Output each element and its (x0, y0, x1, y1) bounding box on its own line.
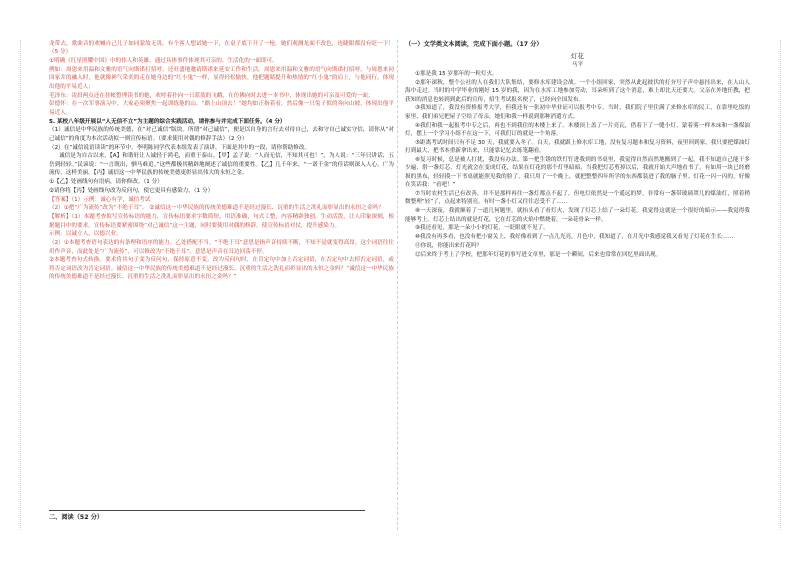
section-divider (49, 510, 365, 511)
question-text: ②请你将【丙】处画线句改为反问句，使它更具有感染力。（1 分） (49, 187, 214, 194)
section-title: 二、阅读（52 分） (49, 514, 104, 521)
question-passage: 诚信是为自古以来，【A】和谐轩让人诚轻于鸿毛，而重于泰山。【甲】孟子说：“人而无信，不知其可也！”，为人说：“三年只讲话，五岳到轻轻。”民谚说：“一言既出，驷马难追。”这些都极其精辟地阐述了诚信的重要性。【乙】几千年来，“一诺千金”的佳话则深入人心。广为流传，这样美丽。【丙】诚信这一中华民族的传统美德更彰显出伟大的永恒之金。 (49, 153, 394, 177)
binding-margin-left (14, 40, 21, 530)
reading-heading: （一）文学类文本阅读，完成下面小题。（17 分） (405, 41, 543, 48)
analysis-text: 示例：以诚立人，以德兴业。 (49, 231, 122, 238)
passage-author: 马平 (571, 62, 584, 69)
analysis-text: 【解析】（1）本题考查拟写宣传标语的能力，宣传标语要求字数简短，用语准确，句式工整，内容精辟独创，生动活泼，让人印象深刻，根据题目中的要求，宣传标语要紧密围绕“对己诚信”这一主题，同时要使用对偶的修辞，使宣传标语对仗，提升感染力。 (49, 214, 394, 229)
answer-label: 【答案】（1）示例：诚心有学，诚信考试 (49, 196, 151, 203)
question-text: ①【乙】处画线句有语病，请你修改。（1 分） (49, 179, 163, 186)
answer-text: ①明确《红星照耀中国》中的伟人和英雄，通过具体事件体现其可亲的、生活化的一面即可。 (49, 58, 278, 65)
passage-paragraph: ②那年深秋，整个公社的人在我们大队集结，要修水库建设会战。一个小组回家，突然从此起彼伏的打夯号子声中悬挂出来，在人山人海中走过。当时的中学毕业的刚好 15 岁的我，因为在水库工地参加劳动，耳朵听到了这个消息，难上却比天还要大。父亲在外地任教，把获知的消息也转到到此后的宣传，招生考试报名便了，已经向全国发布。 (405, 79, 750, 103)
question-text: （1）诚信是中华民族的传统美德，在“对己诚信”版块。所谓“对己诚信”，便是以自身的言行去对待自己，去和守自己诚实守信，请你从“对己诚信”的角度为本次活动拟一则宣传标语。（要求使用对偶的修辞手法）（2 分） (49, 127, 394, 142)
answer-text: 毛泽东：凌晨两点还在挂帐整理读书的她，欢呼着扑向一只蓝蓝的飞蛾，在仿佛向时去进一本书中，体现出她的可亲及可爱的一面； (49, 92, 374, 99)
question-text: （2）在“诚信说语读读”的环节中，李明陈同学代表本组发表了演讲，下面是其中的一段，请你帮助修改。 (49, 144, 311, 151)
analysis-text: ②本题考查句式转换。要求将其句子变为反问句，保持原意不变。改为反问句时，在肯定句中加上否定词语，在否定句中去掉否定词语，或将否定词语改为肯定词语。诚信这一中华民族的传统美德难道不是经过漫长、沉重的生活之洗礼而彰显出的永恒之金吗？“诚信这一中华民族的传统美德难道不是经过漫长、沉重的生活之洗礼而彰显出的永恒之金吗？” (49, 257, 394, 281)
passage-title: 灯花 (571, 52, 584, 61)
answer-text: （2）①把“广为流传”改为“不绝于耳”。 ②诚信这一中华民族的传统美德难道不是经过漫长、沉重的生活之洗礼而彰显出的永恒之金吗？ (49, 205, 384, 212)
analysis-text: （2）①本题考查语句表达的有条理和语序的能力。乙处搭配不当。“不绝于耳”意思是指声音持续不断，不知不觉就变得高昂。这个词语往往用作声音，而此处是“广为流传”，可以修改为“不绝于耳”，意思是声音在耳边回荡不停。 (49, 240, 394, 255)
right-column (405, 40, 750, 260)
passage-paragraph: ⑦当时农村生活已有改善，并不是那样再往一盏灯都点不起了，但电灯依然是一个遥远的梦。非常有一盏带玻璃罩儿的煤油灯，照着稍微整理“轻”了，点起来特别亮。有时一盏小灯又往往忍受不了…… (405, 191, 750, 206)
passage-paragraph: ⑩我没有再多看，也没有把小窗关上，我好像看到了一点儿光亮，月色中，我知道了，在月光中我感觉我又看见了灯花在生长…… (415, 234, 734, 241)
passage-paragraph: ①那是我 15 岁那年的一粒灯火。 (415, 71, 498, 77)
question-5: 5. 某校八年级开展以“人无信不立”为主题的综合实践活动，请你参与并完成下面任务。（4 分） (49, 118, 286, 125)
passage-paragraph: ⑪你说，你能出来灯花吗？ (415, 243, 483, 250)
binding-margin-right (780, 40, 787, 530)
passage-paragraph: ⑥复习时候，总是被人打扰，我没有办法。第一把生锈的铁钉钉进我到的书桌里，我觉得自然而然地搬到了一起。我不知道自己能干多少遍，借一盏灯芯，灯光就会在变成灯花，结果在灯花的那个灯里暗暗，当我把灯芯剪掉以后，我就开始大声地看书了，有如用一块已经磨损的黑布，轻轻摸一下书桌就能照见我的脸了。我只用了一个晚上，就把整整四年所学的东西都装进了我的脑子里。灯花一闪一闪的，好像在笑话我：“看吧！” (405, 157, 750, 189)
passage-paragraph: ③我知道了，我没有资格报考大学，但我还有一张初中毕业证可以报考中专。当时，我们院子里住满了来修水库的民工，在靠里吃饭的家里，我们弟兄把屋子空给了母亲，她们和我一样说到那种消遣方式。 (405, 105, 750, 120)
passage-paragraph: ⑤距离考试时间只有不足 30 天，我就要入冬了。白天，我就跟上修水库工地，没有复习题本和复习资料，夜里回到家，我只要把煤油灯打到最大，把书本重新拿出来，只能靠记忆去练笔翻看。 (405, 139, 750, 155)
passage-paragraph: ⑧一天深夜，我就顺着了一道几何题里，就抬头看了看灯火，发现了灯芯上结了一朵灯花。我觉得这就是一个很好的暗示——我觉得我能够考上。灯芯上结出的就是灯花，它在灯芯的火焰中燃烧着，一朵花骨朵一样。 (405, 208, 750, 223)
passage-paragraph: ④我们和我一起报考中专之后，再也不到我住的木楼上来了。木楼顶上盖了一片亮瓦，借着下了一缝小灯，蒙着雾一样木床和一盏煤油灯，摆上一个学习小组不在这一下，可我们订的就是一个角落。 (405, 122, 750, 138)
answer-text: 例如：周恩来用温和文雅的语气向斯诺打招呼，还旺盛地邀请斯诺来延安工作和生活。周恩来用温和文雅的语气向斯诺打招呼，与周恩来同国家并的融入时，他就像神气采奕的走在她身边的“红小鬼”一样，显得轻松愉快，他把题睛提升和热情的“红小鬼”的肩上，与他同行，体现出他的平易近人； (49, 67, 394, 90)
answer-text: 彭德怀：在一次军事演习中，大家必须聚焦一起训练他的山，“路上山顶去！”她均如正指着看，然后像一只兔子似的奔向山坡，体现出他平易近人。 (49, 101, 394, 116)
passage-paragraph: ⑫后来终于考上了学校，把那年灯花的事写进文章里，那是一个瞬间，后来也常常在回忆里面出现。 (415, 251, 662, 258)
column-divider (397, 40, 398, 530)
answer-text: 龙带去，歌曲音的欢喊自己儿子如同蒙故无畏，有个客人想试她一下，在桌子底下开了一枪。她们观测龙面不改色，连睫眼都没有眨一下！（5 分） (49, 41, 394, 56)
passage-paragraph: ⑨我还看见，那是一朵小小的灯花，一眨眼就不见了。 (415, 225, 549, 232)
left-column (49, 40, 394, 282)
